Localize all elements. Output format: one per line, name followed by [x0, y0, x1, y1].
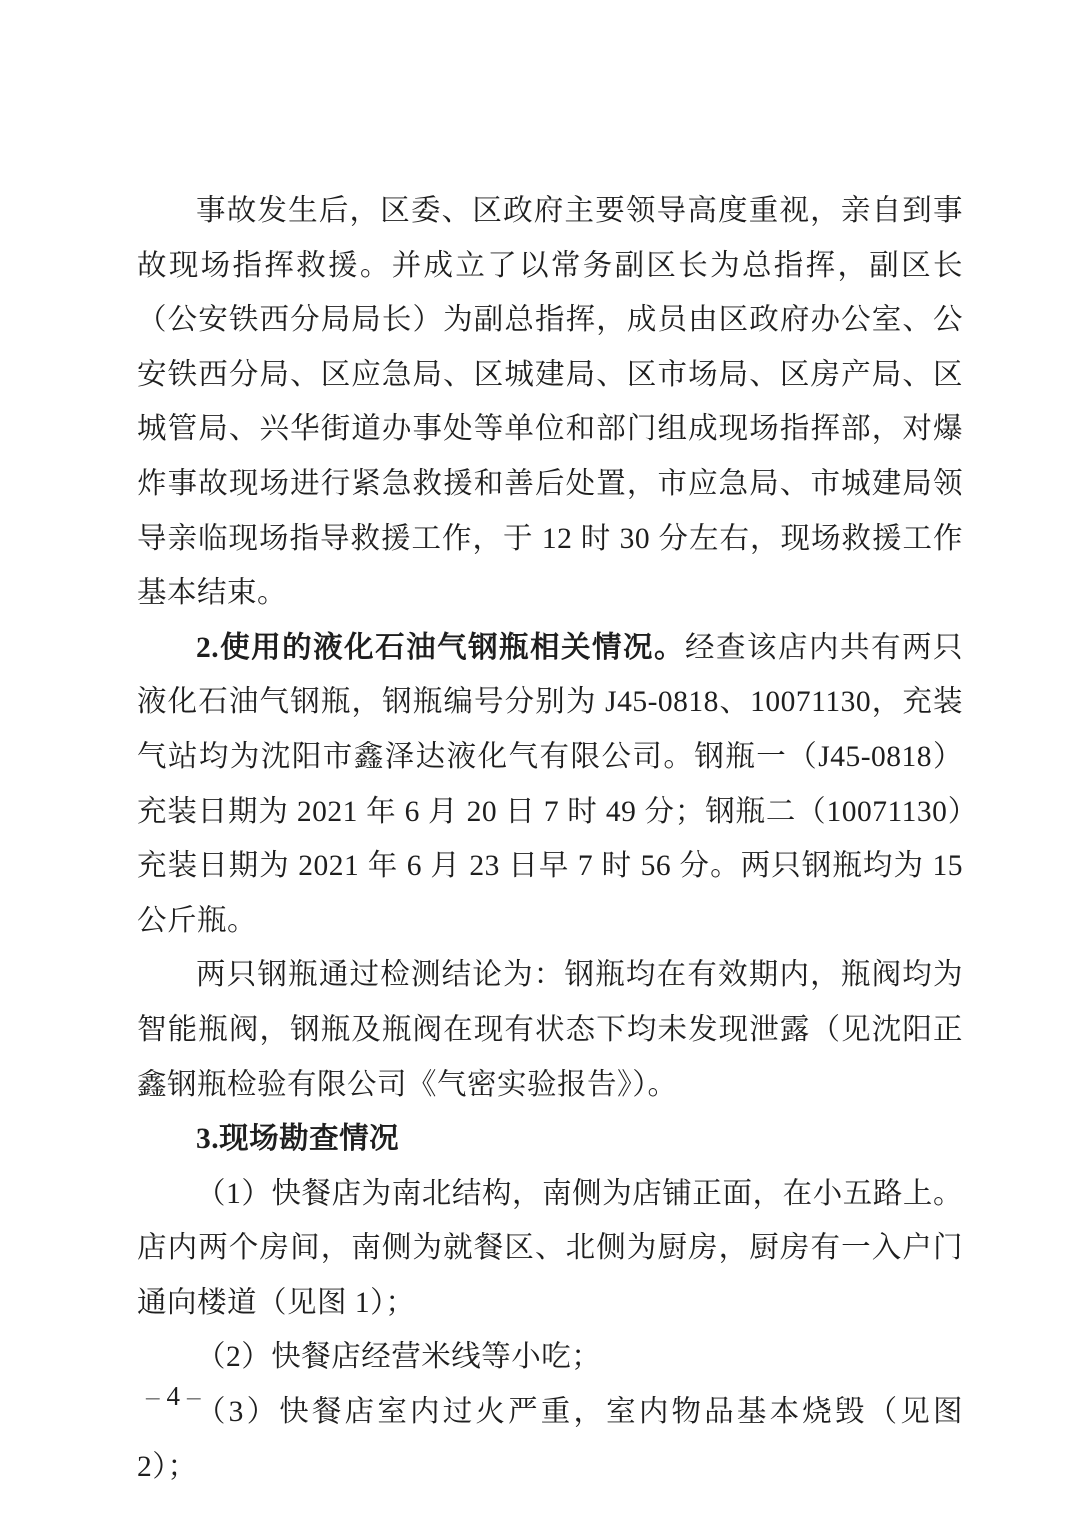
paragraph-cylinder-test-results	[137, 948, 963, 1112]
section-3-heading-label: 3.现场勘查情况	[196, 1123, 400, 1156]
page-footer	[139, 1379, 208, 1414]
paragraph-rescue-command	[137, 184, 963, 621]
paragraph-text: （1）快餐店为南北结构，南侧为店铺正面，在小五路上。店内两个房间，南侧为就餐区、北侧为厨房，厨房有一入户门通向楼道（见图 1）；	[137, 1177, 963, 1319]
paragraph-text: 两只钢瓶通过检测结论为：钢瓶均在有效期内，瓶阀均为智能瓶阀，钢瓶及瓶阀在现有状态下均未发现泄露（见沈阳正鑫钢瓶检验有限公司《气密实验报告》）。	[137, 959, 963, 1101]
section-2-heading-inline: 2.使用的液化石油气钢瓶相关情况。	[196, 631, 686, 664]
paragraph-site-survey-item-1	[137, 1167, 963, 1331]
paragraph-gas-cylinders	[137, 621, 963, 949]
page-number: 4	[166, 1381, 180, 1411]
document-body	[137, 184, 963, 1494]
section-3-heading	[137, 1112, 963, 1167]
paragraph-text: （2）快餐店经营米线等小吃；	[196, 1341, 602, 1374]
paragraph-text: 事故发生后，区委、区政府主要领导高度重视，亲自到事故现场指挥救援。并成立了以常务副区长为总指挥，副区长（公安铁西分局局长）为副总指挥，成员由区政府办公室、公安铁西分局、区应急局、区城建局、区市场局、区房产局、区城管局、兴华街道办事处等单位和部门组成现场指挥部，对爆炸事故现场进行紧急救援和善后处置，市应急局、市城建局领导亲临现场指导救援工作，于 12 时 30 分左右，现场救援工作基本结束。	[137, 195, 963, 610]
paragraph-text: 经查该店内共有两只液化石油气钢瓶，钢瓶编号分别为 J45-0818、10071130，充装气站均为沈阳市鑫泽达液化气有限公司。钢瓶一（J45-0818）充装日期为 2021 年 6 月 20 日 7 时 49 分；钢瓶二（10071130）充装日期为 2021 年 6 月 23 日早 7 时 56 分。两只钢瓶均为 15 公斤瓶。	[137, 631, 963, 937]
paragraph-text: （3）快餐店室内过火严重，室内物品基本烧毁（见图 2）；	[137, 1396, 963, 1483]
paragraph-site-survey-item-3	[137, 1385, 963, 1494]
footer-right-dash: –	[187, 1381, 201, 1411]
paragraph-site-survey-item-2	[137, 1330, 963, 1385]
footer-left-dash: –	[146, 1381, 160, 1411]
